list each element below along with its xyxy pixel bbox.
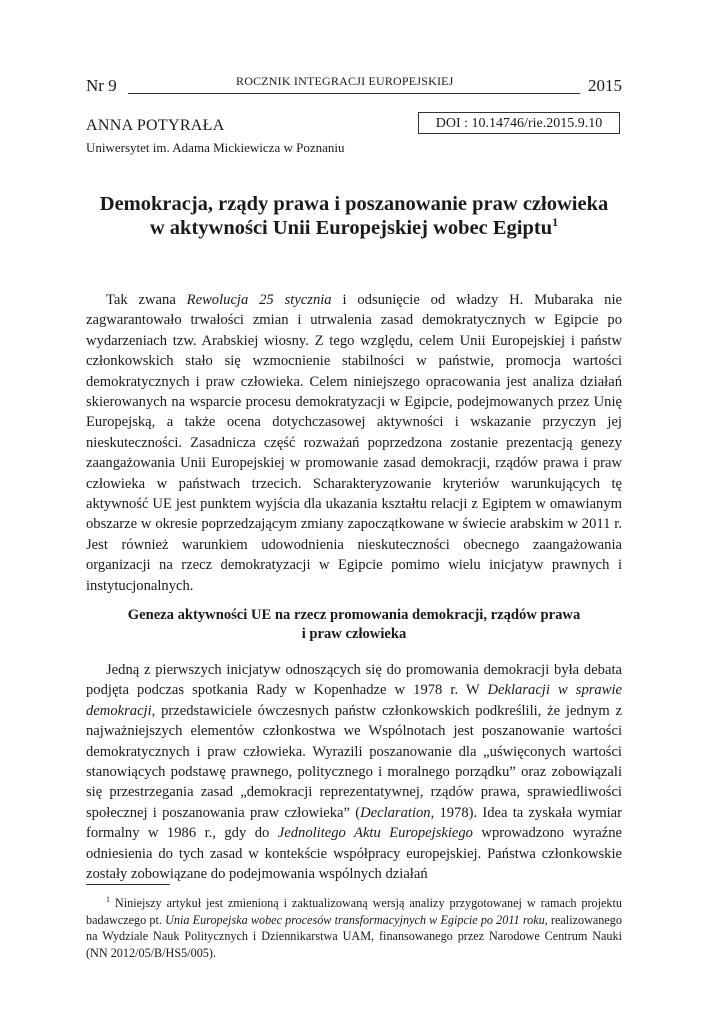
section-heading-line-2: i praw człowieka [301, 626, 407, 642]
body-italic-2: Declaration [360, 804, 431, 821]
body-text-1: Jedną z pierwszych inicjatyw odnoszących się do promowania demokracji była debata podjęta podczas spotkania Rady w Kopenhadze w 1978 r. W [86, 662, 622, 699]
footnote-italic-1: Unia Europejska wobec procesów transformacyjnych w Egipcie po 2011 roku [165, 912, 545, 927]
title-footnote-mark[interactable]: 1 [552, 215, 559, 230]
abstract-paragraph [86, 290, 622, 596]
abstract-italic-1: Rewolucja 25 stycznia [186, 292, 332, 308]
body-italic-3: Jednolitego Aktu Europejskiego [277, 825, 473, 842]
section-heading-line-1: Geneza aktywności UE na rzecz promowania demokracji, rządów prawa [127, 607, 581, 623]
doi-box: DOI : 10.14746/rie.2015.9.10 [418, 112, 620, 134]
body-paragraph [86, 660, 622, 884]
body-text-2: , przedstawiciele ówczesnych państw członkowskich podkreślili, że jednym z najważniejszych elementów członkostwa we Wspólnotach jest poszanowanie wartości demokratycznych i praw człowieka. Wyrazili poszanowanie dla „uświęconych wartości stanowiących podstawę prawnego, politycznego i moralnego porządku” oraz zobowiązali się przestrzegania zasad „demokracji reprezentatywnej, rządów prawa, sprawiedliwości społecznej i poszanowania praw człowieka” ( [86, 702, 622, 821]
publication-year: 2015 [588, 76, 622, 95]
article-title [86, 192, 622, 240]
footnote-mark: 1 [106, 894, 110, 904]
section-heading [86, 606, 622, 644]
author-name: ANNA POTYRAŁA [86, 117, 225, 134]
journal-name: ROCZNIK INTEGRACJI EUROPEJSKIEJ [236, 74, 454, 88]
footnote [86, 895, 622, 961]
abstract-text-1: Tak zwana [106, 292, 187, 308]
title-line-2 [86, 216, 622, 240]
body-italic-1: Deklaracji w sprawie demokracji [86, 682, 622, 719]
running-header [86, 74, 622, 96]
body-text-3: , 1978). Idea ta zyskała wymiar formalny w 1986 r., gdy do [86, 804, 622, 842]
abstract-text-2: i odsunięcie od władzy H. Mubaraka nie zagwarantowało trwałości zmian i utrwalenia zasad demokratycznych w Egipcie po wydarzeniach tzw. Arabskiej wiosny. Z tego względu, celem Unii Europejskiej i państw członkowskich stało się wzmocnienie stabilności w państwie, promocja wartości demokratycznych i praw człowieka. Celem niniejszego opracowania jest analiza działań skierowanych na wsparcie procesu demokratyzacji w Egipcie, podejmowanych przez Unię Europejską, a także ocena dotychczasowej aktywności i wskazanie przyczyn jej nieskuteczności. Zasadnicza część rozważań poprzedzona zostanie prezentacją genezy zaangażowania Unii Europejskiej w promowanie zasad demokracji, rządów prawa i praw człowieka w państwach trzecich. Scharakteryzowanie kryteriów warunkujących tę aktywność UE jest punktem wyjścia dla ukazania kształtu relacji z Egiptem w omawianym obszarze w okresie poprzedzającym zmiany zapoczątkowane w świecie arabskim w 2011 r. Jest również warunkiem udowodnienia nieskuteczności obecnego zaangażowania organizacji na rzecz demokratyzacji w Egipcie pomimo wielu inicjatyw prawnych i instytucjonalnych. [86, 292, 623, 594]
footnote-rule [86, 884, 170, 885]
issue-number: Nr 9 [86, 76, 117, 95]
title-line-1: Demokracja, rządy prawa i poszanowanie praw człowieka [99, 193, 609, 215]
author-affiliation: Uniwersytet im. Adama Mickiewicza w Poznaniu [86, 140, 345, 155]
header-rule [128, 93, 580, 94]
footnote-text-2: , realizowanego na Wydziale Nauk Politycznych i Dziennikarstwa UAM, finansowanego przez Narodowe Centrum Nauki (NN 2012/05/B/HS5/005). [86, 912, 622, 960]
title-line-2-text: w aktywności Unii Europejskiej wobec Egiptu [149, 217, 553, 239]
body-text-4: wprowadzono wyraźne odniesienia do tych zasad w kontekście współpracy europejskiej. Państwa członkowskie zostały zobowiązane do podejmowania wspólnych działań [86, 825, 622, 883]
footnote-text-1: Niniejszy artykuł jest zmienioną i zaktualizowaną wersją analizy przygotowanej w ramach projektu badawczego pt. [86, 896, 622, 927]
